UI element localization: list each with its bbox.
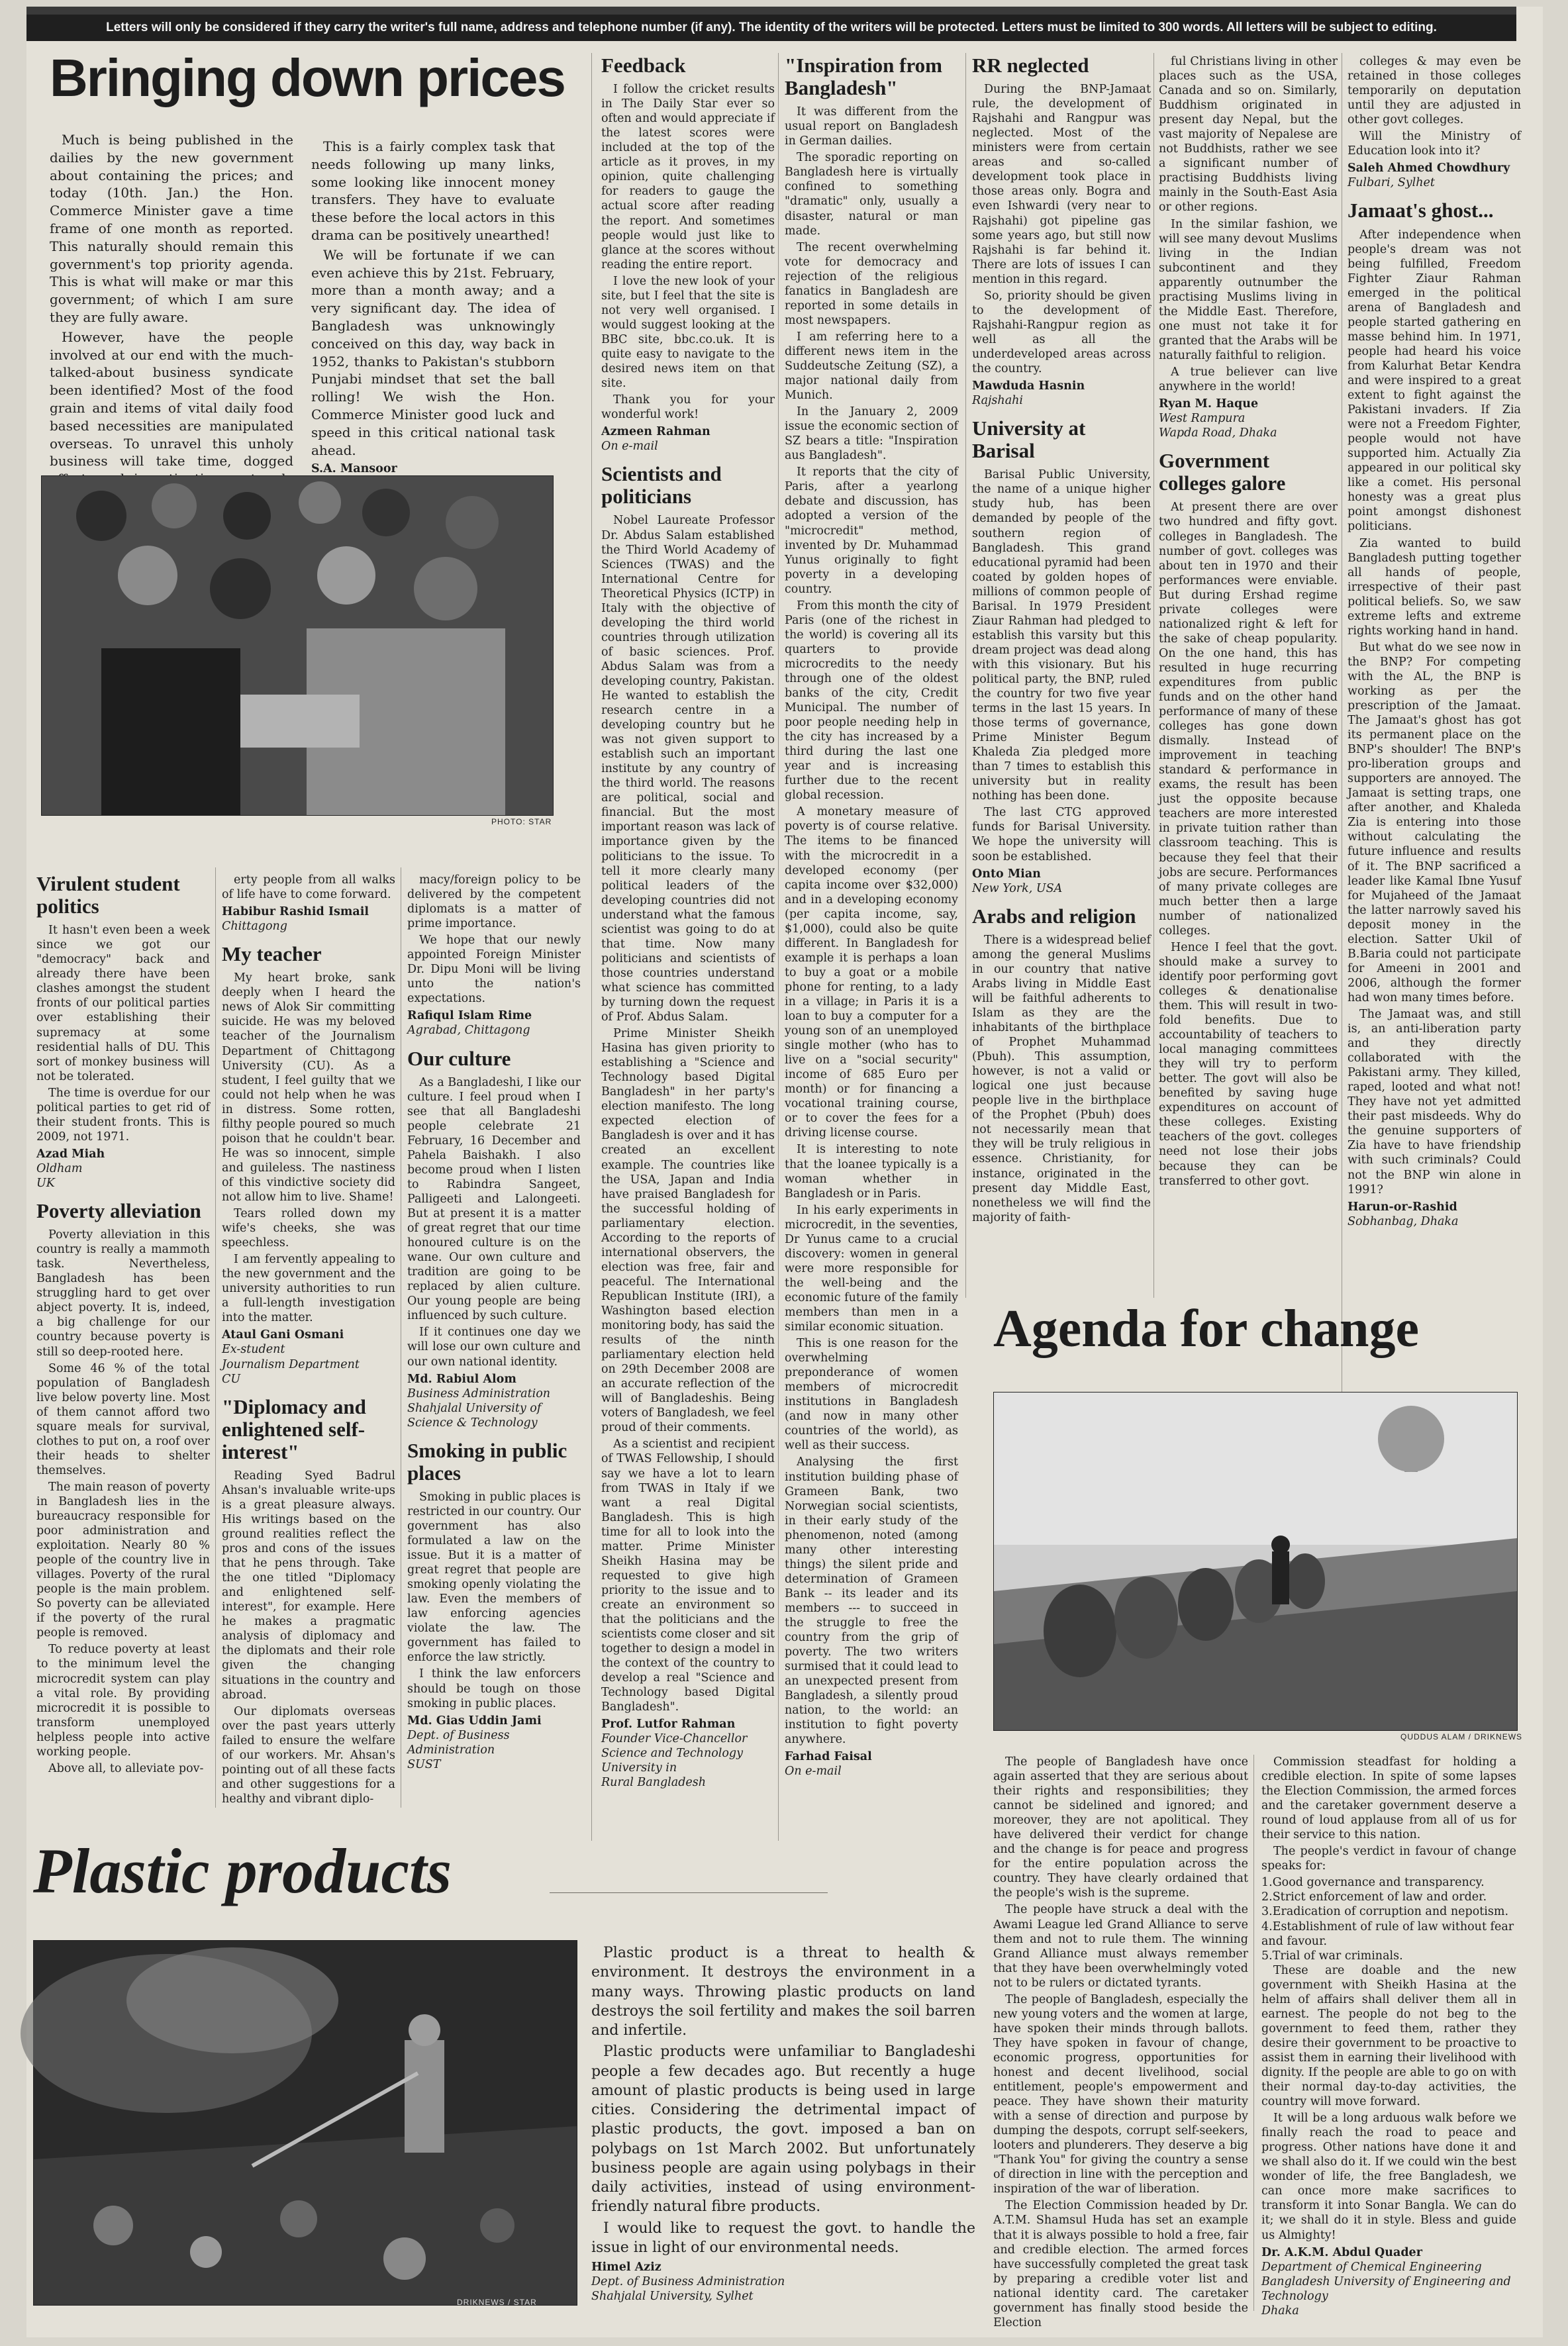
letter-location: Oldham UK	[36, 1161, 83, 1190]
paragraph: It hasn't even been a week since we got our "democracy" back and already there have been clashes amongst the student fronts of our political parties over establishing their supremacy at some residential halls of DU. This sort of monkey business will not be tolerated.	[36, 924, 210, 1083]
letter-location: On e-mail	[785, 1765, 842, 1779]
paragraph: The main reason of poverty in Bangladesh lies in the bureaucracy responsible for poor administration and exploitation. Nearly 80 % people of the country live in villages. Poverty of the rural people is the main problem. So poverty can be alleviated if the poverty of the rural people is removed.	[36, 1480, 210, 1640]
letters-column-2b	[407, 873, 581, 1808]
photo-plastic-waste	[33, 1940, 577, 2306]
paragraph: This is a fairly complex task that needs following up many links, some looking like innocent money transfers. They have to evaluate these before the local actors in this drama can be positively unearthed!	[311, 138, 555, 243]
paragraph: I follow the cricket results in The Daily Star ever so often and would appreciate if the latest scores were included at the top of the article as it proves, in my opinion, quite challenging for readers to gauge the actual score after reading the report. And sometimes people would just like to glance at the scores without reading the entire report.	[601, 83, 775, 271]
paragraph: We will be fortunate if we can even achieve this by 21st. February, more than a month away; and a very significant day. The idea of Bangladesh was unknowingly conceived on this day, way back in 1952, thanks to Pakistan's stubborn Punjabi mindset that set the ball rolling! We wish the Hon. Commerce Minister good luck and speed in this critical national task ahead.	[311, 246, 555, 458]
paragraph: A monetary measure of poverty is of course relative. The items to be financed with the microcredit in a developed economy (per capita income over $32,000) and in a developing economy (per capita income, say, $1,000), could also be quite different. In Bangladesh for example it is perhaps a loan to buy a goat or a mobile phone for renting, to a lady in a village; in Paris it is a loan to buy a computer for a young son of an unemployed single mother (who has to live on a "social security" income of 685 Euro per month) or for financing a vocational training course, or to cover the fees for a driving license course.	[785, 805, 958, 1140]
letters-column-6	[1159, 54, 1338, 1294]
letter-signature: Prof. Lutfor Rahman	[601, 1718, 736, 1732]
paragraph: So, priority should be given to the development of Rajshahi-Rangpur region as well as all the underdeveloped areas across the country.	[972, 289, 1151, 375]
letter-title: Virulent student politics	[36, 872, 180, 918]
agenda-list-item: 3.Eradication of corruption and nepotism.	[1261, 1905, 1509, 1919]
paragraph: Nobel Laureate Professor Dr. Abdus Salam established the Third World Academy of Sciences (TWAS) and the International Centre for Theoretical Physics (ICTP) in Italy with the objective of developing the third world countries through utilization of basic sciences. Prof. Abdus Salam was from a developing country, Pakistan. He wanted to establish the research centre in a developing country but he was not given support to establish such an important institute by any country of the third world. The reasons are political, social and financial. But the most important reason was lack of importance given by the politicians to the issue. To tell it more clearly many political leaders of the developing countries did not understand what the famous scientist was going to do at that time. Now many politicians and scientists of those countries understand what science has committed by turning down the request of Prof. Abdus Salam.	[601, 514, 775, 1024]
letter-title: Feedback	[601, 54, 686, 77]
letter-signature: Ataul Gani Osmani	[222, 1328, 344, 1342]
letter-signature: Azmeen Rahman	[601, 425, 710, 439]
letter-title: "Inspiration from Bangladesh"	[785, 54, 942, 100]
paragraph: We hope that our newly appointed Foreign Minister Dr. Dipu Moni will be living unto the nation's expectations.	[407, 934, 581, 1006]
paragraph: However, have the people involved at our end with the much-talked-about business syndicate been identified? Most of the food grain and items of vital daily food based necessities are manipulated overseas. To unravel this unholy business will take time, dogged	[50, 328, 293, 469]
letter-title: Smoking in public places	[407, 1438, 567, 1485]
paragraph: It reports that the city of Paris, after a yearlong debate and discussion, has adopted a version of the "microcredit" method, invented by Dr. Muhammad Yunus originally to fight poverty in a developing country.	[785, 465, 958, 596]
paragraph: It was different from the usual report on Bangladesh in German dailies.	[785, 105, 958, 148]
headline-rule	[550, 1892, 828, 1893]
paragraph: These are doable and the new government with Sheikh Hasina at the helm of affairs shall deliver them all in earnest. The people do not beg to the government to feed them, rather they desire their government to be proactive to assist them in earning their livelihood with dignity. If the people are able to go on with their normal day-to-day activities, the country will move forward.	[1261, 1963, 1516, 2109]
paragraph: The people's verdict in favour of change speaks for:	[1261, 1845, 1516, 1873]
paragraph: Analysing the first institution building phase of Grameen Bank, two Norwegian social scientists, in their early study of the phenomenon, noted (among many other interesting things) the silent pride and determination of Grameen Bank -- its leader and its members --- to succeed in the struggle to free the country from the grip of poverty. The two writers surmised that it could lead to an unexpected present from Bangladesh, a silently proud nation, to the world: an institution to fight poverty anywhere.	[785, 1455, 958, 1747]
letter-location: Fulbari, Sylhet	[1348, 176, 1435, 190]
letter-signature: Md. Gias Uddin Jami	[407, 1714, 542, 1728]
bringing-col-1	[50, 131, 293, 469]
paragraph: Reading Syed Badrul Ahsan's invaluable write-ups is a great pleasure always. His writings based on the ground realities reflect the pros and cons of the issues that he pens through. Take the one titled "Diplomacy and enlightened self-interest", for example. Here he makes a pragmatic analysis of diplomacy and the diplomats and their role given the changing situations in the country and abroad.	[222, 1469, 395, 1702]
paragraph: To reduce poverty at least to the minimum level the microcredit system can play a vital role. By providing microcredit it is possible to transform unemployed helpless people into active working people.	[36, 1643, 210, 1759]
letter-location: Business Administration Shahjalal University of Science & Technology	[407, 1387, 551, 1430]
letter-location: Agrabad, Chittagong	[407, 1024, 530, 1038]
paragraph: Hence I feel that the govt. should make a survey to identify poor performing govt colleges & denationalise them. This will result in two-fold benefits. Due to accountability of teachers to local managing committees they will try to perform better. The govt will also be benefited by saving huge expenditures on account of these colleges. Existing teachers of the govt. colleges need not lose their jobs because they can be transferred to other govt.	[1159, 940, 1338, 1188]
paragraph: Plastic products were unfamiliar to Bangladeshi people a few decades ago. But recently a huge amount of plastic products is being used in large cities. Considering the detrimental impact of plastic products, the govt. imposed a ban on polybags on 1st March 2002. But unfortunately business people are again using polybags in their daily activities, instead of using environment-friendly natural fibre products.	[591, 2043, 975, 2216]
letter-signature: Onto Mian	[972, 867, 1041, 881]
paragraph: The recent overwhelming vote for democracy and rejection of the religious fanatics in Bangladesh are reported in some details in most newspapers.	[785, 240, 958, 327]
column-rule	[778, 53, 779, 1841]
letter-signature: S.A. Mansoor	[311, 462, 397, 476]
paragraph: Some 46 % of the total population of Bangladesh live below poverty line. Most of them cannot afford two square meals for survival, clothes to put on, a roof over their heads to shelter themselves.	[36, 1361, 210, 1477]
letter-location: Sobhanbag, Dhaka	[1348, 1214, 1459, 1228]
letter-signature: Azad Miah	[36, 1147, 105, 1161]
column-rule	[215, 867, 216, 1808]
photo-farmer-field	[993, 1392, 1518, 1731]
paragraph: It is interesting to note that the loanee typically is a woman whether in Bangladesh or in Paris.	[785, 1143, 958, 1200]
letter-signature: Dr. A.K.M. Abdul Quader	[1261, 2245, 1422, 2259]
agenda-column-b	[1261, 1755, 1516, 2318]
column-rule	[1253, 1755, 1254, 2311]
paragraph: The time is overdue for our political parties to get rid of their student fronts. This is 2009, not 1971.	[36, 1086, 210, 1144]
paragraph: As a scientist and recipient of TWAS Fellowship, I should say we have a lot to learn from TWAS in Italy if we want a real Digital Bangladesh. This is high time for all to look into the matter. Prime Minister Sheikh Hasina may be requested to give high priority to the issue and to create an environment so that the politicians and the scientists come closer and sit together to design a model in the context of the country to develop a real "Science and Technology based Digital Bangladesh".	[601, 1438, 775, 1714]
column-rule	[591, 53, 592, 1841]
letters-notice: Letters will only be considered if they carry the writer's full name, address and telephone number (if any). The identity of the writers will be protected. Letters must be limited to 300 words. All letters will be subject to editing.	[26, 15, 1516, 41]
paragraph: It will be a long arduous walk before we finally reach the road to peace and progress. Other nations have done it and we shall also do it. If we could win the best wonder of life, the free Bangladesh, we can once more make sacrifices to transform it into Sonar Bangla. We can do it; we shall do it in style. Bless and guide us Almighty!	[1261, 2112, 1516, 2242]
paragraph: Commission steadfast for holding a credible election. In spite of some lapses the Election Commission, the armed forces and the caretaker government deserve a round of loud applause from all of us for their service to this nation.	[1261, 1755, 1516, 1842]
letter-title: Jamaat's ghost...	[1348, 199, 1494, 222]
headline-agenda-for-change: Agenda for change	[993, 1300, 1419, 1358]
letter-title: Government colleges galore	[1159, 449, 1286, 495]
letter-title: My teacher	[222, 942, 322, 966]
headline-plastic-products: Plastic products	[33, 1835, 452, 1906]
letter-title: "Diplomacy and enlightened self-interest"	[222, 1394, 366, 1463]
paragraph: From this month the city of Paris (one of the richest in the world) is covering all its quarters to provide microcredits to the needy through one of the oldest banks of the city, Credit Municipal. The number of poor people needing help in the city has increased by a third during the last one year and is increasing further due to the recent global recession.	[785, 599, 958, 803]
paragraph: Will the Ministry of Education look into it?	[1348, 130, 1521, 158]
letter-signature: Rafiqul Islam Rime	[407, 1009, 532, 1023]
letter-location: On e-mail	[601, 440, 658, 454]
paragraph: The Jamaat was, and still is, an anti-liberation party and they directly collaborated with the Pakistani army. They killed, raped, looted and what not! They have not yet admitted their past misdeeds. Why do the genuine supporters of Zia have to have friendship with such criminals? Could not the BNP win alone in 1991?	[1348, 1008, 1521, 1197]
paragraph: This is one reason for the overwhelming preponderance of women members of microcredit institutions in Bangladesh (and now in many other countries of the world), as well as their success.	[785, 1337, 958, 1453]
paragraph: The sporadic reporting on Bangladesh here is virtually confined to something "dramatic" only, usually a disaster, natural or man made.	[785, 151, 958, 238]
letter-title: Poverty alleviation	[36, 1199, 201, 1223]
letters-column-7	[1348, 54, 1521, 1511]
letter-location: Rajshahi	[972, 394, 1023, 408]
letter-location: Founder Vice-Chancellor Science and Technology University in Rural Bangladesh	[601, 1732, 748, 1790]
letter-title: Scientists and politicians	[601, 462, 722, 509]
paragraph: macy/foreign policy to be delivered by the competent diplomats is a matter of prime importance.	[407, 873, 581, 931]
letter-signature: Habibur Rashid Ismail	[222, 905, 369, 919]
column-rule	[965, 53, 966, 1298]
paragraph: I would like to request the govt. to handle the issue in light of our environmental needs.	[591, 2220, 975, 2256]
paragraph: Smoking in public places is restricted in our country. Our government has also formulated a law on the issue. But it is a matter of great regret that people are smoking openly violating the law. Even the members of law enforcing agencies violate the law. The government has failed to enforce the law strictly.	[407, 1490, 581, 1665]
paragraph: During the BNP-Jamaat rule, the development of Rajshahi and Rangpur was neglected. Most of the ministers were from certain areas and so-called development took place in those areas only. Bogra and even Ishwardi (very near to Rajshahi) got pipeline gas some years ago, but still now Rajshahi is far behind it. There are lots of issues I can mention in this regard.	[972, 83, 1151, 286]
paragraph: Plastic product is a threat to health & environment. It destroys the environment in a many ways. Throwing plastic products on land destroys the soil fertility and makes the soil barren and infertile.	[591, 1945, 975, 2039]
letter-location: Dept. of Business Administration Shahjalal University, Sylhet	[591, 2275, 785, 2304]
letter-title: Arabs and religion	[972, 904, 1136, 928]
letters-column-2	[222, 873, 395, 1808]
column-rule	[1153, 53, 1154, 1298]
agenda-column-a	[993, 1755, 1248, 2329]
bringing-col-2	[311, 138, 555, 476]
letters-column-1	[36, 873, 210, 1808]
letter-signature: Harun-or-Rashid	[1348, 1200, 1457, 1214]
headline-bringing-down-prices: Bringing down prices	[50, 48, 565, 107]
paragraph: A true believer can live anywhere in the world!	[1159, 365, 1338, 394]
paragraph: The people of Bangladesh have once again asserted that they are serious about their rights and responsibilities; they cannot be sidelined and ignored; and moreover, they are not apolitical. They have delivered their verdict for change and the change is for peace and progress for the entire population across the country. They have clearly ordained that the people's wish is the supreme.	[993, 1755, 1248, 1900]
paragraph: As a Bangladeshi, I like our culture. I feel proud when I see that all Bangladeshi people celebrate 21 February, 16 December and Pahela Baishakh. I also become proud when I listen to Rabindra Sangeet, Palligeeti and Lalongeeti. But at present it is a matter of great regret that our time honoured culture is on the wane. Our own culture and tradition are going to be replaced by alien culture. Our young people are being influenced by such culture.	[407, 1075, 581, 1323]
photo-credit-driknews: QUDDUS ALAM / DRIKNEWS	[1400, 1732, 1523, 1741]
agenda-list-item: 1.Good governance and transparency.	[1261, 1876, 1485, 1890]
paragraph: ful Christians living in other places such as the USA, Canada and so on. Similarly, Buddhism originated in present day Nepal, but the vast majority of Nepalese are not Buddhists, rather we see a significant number of practising Buddhists living mainly in the South-East Asia or other regions.	[1159, 55, 1338, 215]
paragraph: Above all, to alleviate pov-	[48, 1761, 204, 1775]
paragraph: Prime Minister Sheikh Hasina has given priority to establishing a "Science and Technology based Digital Bangladesh" in her party's election manifesto. The long expected election of Bangladesh is over and it has created an excellent example. The countries like the USA, Japan and India have praised Bangladesh for the successful holding of parliamentary election. According to the reports of international observers, the election was free, fair and peaceful. The International Republican Institute (IRI), a Washington based election monitoring body, has said the results of the ninth parliamentary election held on 29th December 2008 are an accurate reflection of the will of Bangladeshis. Being voters of Bangladesh, we feel proud of their comments.	[601, 1027, 775, 1435]
paragraph: Thank you for your wonderful work!	[601, 393, 775, 422]
paragraph: In the similar fashion, we will see many devout Muslims living in the Indian subcontinent and they apparently outnumber the practising Muslims living in the Middle East. Therefore, one must not take it for granted that the Arabs will be naturally faithful to religion.	[1159, 217, 1338, 362]
agenda-list-item: 5.Trial of war criminals.	[1261, 1949, 1403, 1963]
letter-signature: Saleh Ahmed Chowdhury	[1348, 162, 1510, 175]
paragraph: Poverty alleviation in this country is really a mammoth task. Nevertheless, Bangladesh has been struggling hard to get over abject poverty. It is, indeed, a big challenge for our country because poverty is still so deep-rooted here.	[36, 1228, 210, 1359]
letters-column-5	[972, 54, 1151, 1294]
paragraph: The last CTG approved funds for Barisal University. We hope the university will soon be established.	[972, 806, 1151, 863]
letter-location: Ex-student Journalism Department CU	[222, 1343, 360, 1386]
paragraph: erty people from all walks of life have to come forward.	[222, 873, 395, 902]
letter-signature: Mawduda Hasnin	[972, 379, 1085, 393]
paragraph: I think the law enforcers should be tough on those smoking in public places.	[407, 1667, 581, 1710]
paragraph: Tears rolled down my wife's cheeks, she was speechless.	[222, 1207, 395, 1250]
paragraph: The people of Bangladesh, especially the new young voters and the women at large, have spoken their minds through ballots. They have spoken in favour of change, economic progress, opportunities for honest and decent livelihood, social entitlement, people's empowerment and peace. They have shown their maturity with a sense of direction and purpose by dumping the despots, corrupt self-seekers, looters and plunderers. They deserve a big "Thank You" for giving the country a sense of direction in line with the perception and inspiration of the war of liberation.	[993, 1992, 1248, 2196]
plastic-body	[591, 1943, 975, 2314]
letter-location: Dept. of Business Administration SUST	[407, 1728, 510, 1771]
paragraph: I am referring here to a different news item in the Suddeutsche Zeitung (SZ), a major national daily from Munich.	[785, 330, 958, 403]
letter-location: Department of Chemical Engineering Bangladesh University of Engineering and Technology Dhaka	[1261, 2260, 1511, 2318]
letter-title: Our culture	[407, 1046, 511, 1070]
letter-signature: Farhad Faisal	[785, 1750, 872, 1764]
paragraph: The people have struck a deal with the Awami League led Grand Alliance to serve them and not to rule them. The winning Grand Alliance must always remember that they have been overwhelmingly voted not to be rulers or dictated tyrants.	[993, 1903, 1248, 1990]
agenda-list-item: 4.Establishment of rule of law without fear and favour.	[1261, 1920, 1514, 1948]
paragraph: Much is being published in the dailies by the new government about containing the prices; and today (10th. Jan.) the Hon. Commerce Minister gave a time frame of one month as reported. This naturally should remain this government's top priority agenda. This is what will make or mar this government; of which I am sure they are fully aware.	[50, 132, 293, 325]
letter-signature: Himel Aziz	[591, 2261, 662, 2274]
photo-credit-plastic: DRIKNEWS / STAR	[457, 2298, 537, 2307]
paragraph: Zia wanted to build Bangladesh putting together all hands of people, irrespective of their past political beliefs. So, we saw extreme lefts and extreme rights working hand in hand.	[1348, 536, 1521, 638]
paragraph: In the January 2, 2009 issue the economic section of SZ bears a title: "Inspiration aus Bangladesh".	[785, 405, 958, 463]
paragraph: There is a widespread belief among the general Muslims in our country that native Arabs living in Middle East will be faithful adherents to Islam as they are the inhabitants of the birthplace of Prophet Muhammad (Pbuh). This assumption, however, is not a valid or logical one just because people live in the birthplace of the Prophet (Pbuh) does not necessarily mean that they will be truly religious in essence. Christianity, for instance, originated in the present day Middle East, nonetheless we will find the majority of faith-	[972, 933, 1151, 1224]
letters-column-4	[785, 54, 958, 1842]
paragraph: My heart broke, sank deeply when I heard the news of Alok Sir committing suicide. He was my beloved teacher of the Journalism Department of Chittagong University (CU). As a student, I feel guilty that we could not help when he was in distress. Some rotten, filthy people poured so much poison that he couldn't bear. He was so innocent, simple and guileless. The nastiness of this vindictive society did not allow him to live. Shame!	[222, 971, 395, 1204]
agenda-list-item: 2.Strict enforcement of law and order.	[1261, 1890, 1487, 1904]
paragraph: After independence when people's dream was not being fulfilled, Freedom Fighter Ziaur Rahman emerged in the political arena of Bangladesh and people started gathering en masse behind him. In 1971, people had heard his voice from Kalurhat Betar Kendra and were inspired to a great extent to fight against the Pakistani invaders. If Zia were not a Freedom Fighter, people would not have supported him. Actually Zia appeared in our political sky like a comet. His personal honesty was a great plus point amongst dishonest politicians.	[1348, 228, 1521, 534]
paragraph: If it continues one day we will lose our own culture and our own national identity.	[407, 1326, 581, 1369]
letter-signature: Ryan M. Haque	[1159, 397, 1259, 411]
letters-column-3	[601, 54, 775, 1842]
paragraph: The Election Commission headed by Dr. A.T.M. Shamsul Huda has set an example that it is always possible to hold a free, fair and credible election. The armed forces have successfully completed the great task by preparing a credible voter list and national identity card. The caretaker government has finally stood beside the Election	[993, 2199, 1248, 2329]
paragraph: Barisal Public University, the name of a unique higher study hub, has been demanded by people of the southern region of Bangladesh. This grand educational pyramid had been coated by golden hopes of millions of common people of Barisal. In 1979 President Ziaur Rahman had pledged to establish this varsity but this dream project was dead along with this visionary. But his political party, the BNP, ruled the country for two five year terms in the last 15 years. In those terms of governance, Prime Minister Begum Khaleda Zia pledged more than 7 times to establish this university but in reality nothing has been done.	[972, 468, 1151, 803]
paragraph: colleges & may even be retained in those colleges temporarily on deputation until they are adjusted in other govt colleges.	[1348, 55, 1521, 127]
letter-title: University at Barisal	[972, 416, 1086, 463]
paragraph: I am fervently appealing to the new government and the university authorities to run a full-length investigation into the matter.	[222, 1253, 395, 1325]
paragraph: I love the new look of your site, but I feel that the site is not very well organised. I would suggest looking at the BBC site, bbc.co.uk. It is quite easy to navigate to the desired news item on that site.	[601, 274, 775, 391]
paragraph: In his early experiments in microcredit, in the seventies, Dr Yunus came to a crucial discovery: women in general were more responsible for the well-being and the economic future of the family members than men in a similar economic situation.	[785, 1203, 958, 1334]
photo-minister-crowd	[41, 475, 554, 816]
paragraph: At present there are over two hundred and fifty govt. colleges in Bangladesh. The number of govt. colleges was about ten in 1970 and their performances were enviable. But during Ershad regime private colleges were nationalized right & left for the sake of cheap popularity. On the one hand, this has resulted in huge recurring expenditures from public funds and on the other hand performance of many of these colleges has gone down dismally. Instead of improvement in teaching standard & performance in exams, the result has been just the opposite because teachers are more interested in private tuition rather than classroom teaching. This is because they feel that their jobs are secure. Performances of many private colleges are much better then a large number of nationalized colleges.	[1159, 501, 1338, 938]
letter-location: Chittagong	[222, 920, 287, 934]
letter-title: RR neglected	[972, 54, 1089, 77]
photo-credit-star: PHOTO: STAR	[491, 817, 552, 826]
letter-signature: Md. Rabiul Alom	[407, 1372, 516, 1386]
paragraph: But what do we see now in the BNP? For competing with the AL, the BNP is working as per the prescription of the Jamaat. The Jamaat's ghost has got its permanent place on the BNP's shoulder! The BNP's pro-liberation groups and supporters are annoyed. The Jamaat is setting traps, one after another, and Khaleda Zia is entering into those without calculating the future influence and results of it. The BNP sacrificed a leader like Kamal Ibne Yusuf for Mujaheed of the Jamaat the latter narrowly saved his deposit money in the election. Satter Ukil of B.Baria could not participate for Ameeni in 2001 and 2006, although the former had won many times before.	[1348, 640, 1521, 1004]
paragraph: Our diplomats overseas over the past years utterly failed to ensure the welfare of our workers. Mr. Ahsan's pointing out of all these facts and other suggestions for a healthy and vibrant diplo-	[222, 1704, 395, 1806]
letter-location: West Rampura Wapda Road, Dhaka	[1159, 412, 1277, 440]
letter-location: New York, USA	[972, 881, 1063, 895]
